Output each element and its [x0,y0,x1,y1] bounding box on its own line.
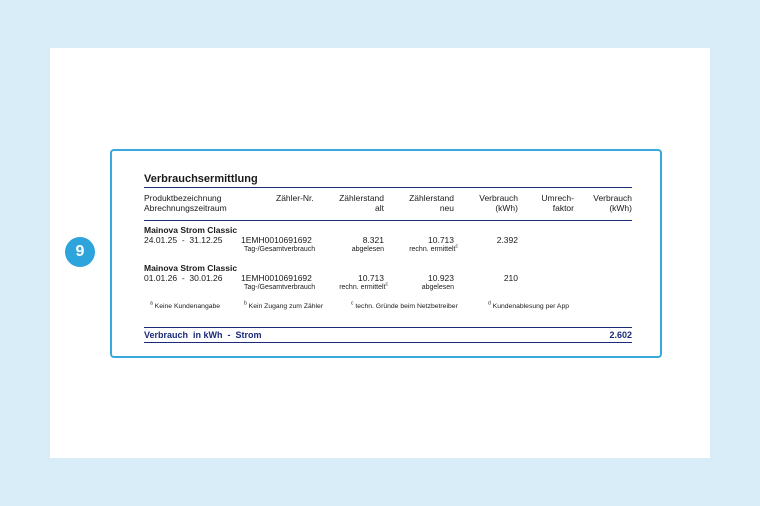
footnote-d-sup: d [488,300,491,307]
header-consumption-label: Verbrauch [479,193,518,203]
reading-old: 10.713 [358,273,384,283]
title-rule [144,187,632,188]
footnotes [144,301,632,322]
table-row [144,263,632,301]
reading-new-note: abgelesen [421,284,454,291]
row-consumption: 2.392 [496,235,518,245]
product-name: Mainova Strom Classic [144,263,238,273]
total-label: Verbrauch in kWh - Strom [144,330,262,340]
footnote-a [150,300,221,310]
header-old-sub: alt [375,203,384,213]
footnote-a-sup: a [150,300,153,307]
header-meter [276,193,314,203]
header-new-reading [402,193,454,213]
total-value: 2.602 [609,330,632,340]
reading-old-note-sup: c [385,281,388,288]
footnote-c [351,300,458,310]
header-consumption-2-unit: (kWh) [609,203,632,213]
period-to: 31.12.25 [189,235,223,245]
header-consumption-2-label: Verbrauch [593,193,632,203]
reading-new: 10.713 [428,235,454,245]
header-new-sub: neu [439,203,454,213]
header-meter-label: Zähler-Nr. [276,193,314,203]
period-separator: - [181,235,185,245]
meter-number: 1EMH0010691692 [241,235,312,245]
row-consumption: 210 [503,273,518,283]
reading-old: 8.321 [362,235,384,245]
footnote-b [244,300,324,310]
meter-note: Tag-/Gesamtverbrauch [244,284,316,291]
header-factor-label: Umrech- [541,193,574,203]
meter-number: 1EMH0010691692 [241,273,312,283]
header-period-label: Abrechnungszeitraum [144,203,227,213]
header-old-reading [334,193,384,213]
reading-old-note: abgelesen [351,246,384,253]
header-rule [144,220,632,221]
footnote-b-sup: b [244,300,247,307]
step-number-badge: 9 [65,237,95,267]
meter-note: Tag-/Gesamtverbrauch [244,246,316,253]
header-factor [532,193,574,213]
section-title: Verbrauchsermittlung [144,173,258,185]
period-from: 24.01.25 [144,235,178,245]
header-old-label: Zählerstand [339,193,384,203]
header-consumption [469,193,518,213]
header-new-label: Zählerstand [409,193,454,203]
header-consumption-unit: (kWh) [495,203,518,213]
billing-period [144,235,223,245]
footnote-c-text: techn. Gründe beim Netzbetreiber [355,303,458,310]
footnote-c-sup: c [351,300,354,307]
period-to: 30.01.26 [189,273,223,283]
product-name: Mainova Strom Classic [144,225,238,235]
reading-new: 10.923 [428,273,454,283]
footnote-a-text: Keine Kundenangabe [154,303,221,310]
total-rule-bottom [144,342,632,343]
footnote-d [488,300,570,310]
reading-new-note-sup: c [455,243,458,250]
footnote-d-text: Kundenablesung per App [492,303,570,310]
billing-period [144,273,223,283]
total-row [144,328,632,342]
reading-new-note [384,243,458,253]
table-row [144,225,632,263]
header-product [144,193,227,213]
reading-old-note [314,281,388,291]
table-header [144,193,632,220]
consumption-sheet [144,171,632,343]
header-consumption-2 [582,193,632,213]
header-factor-sub: faktor [552,203,574,213]
reading-new-note-text: rechn. ermittelt [409,246,456,253]
period-separator: - [181,273,185,283]
header-product-label: Produktbezeichnung [144,193,222,203]
period-from: 01.01.26 [144,273,178,283]
footnote-b-text: Kein Zugang zum Zähler [248,303,324,310]
consumption-section [110,149,662,358]
reading-old-note-text: rechn. ermittelt [339,284,386,291]
